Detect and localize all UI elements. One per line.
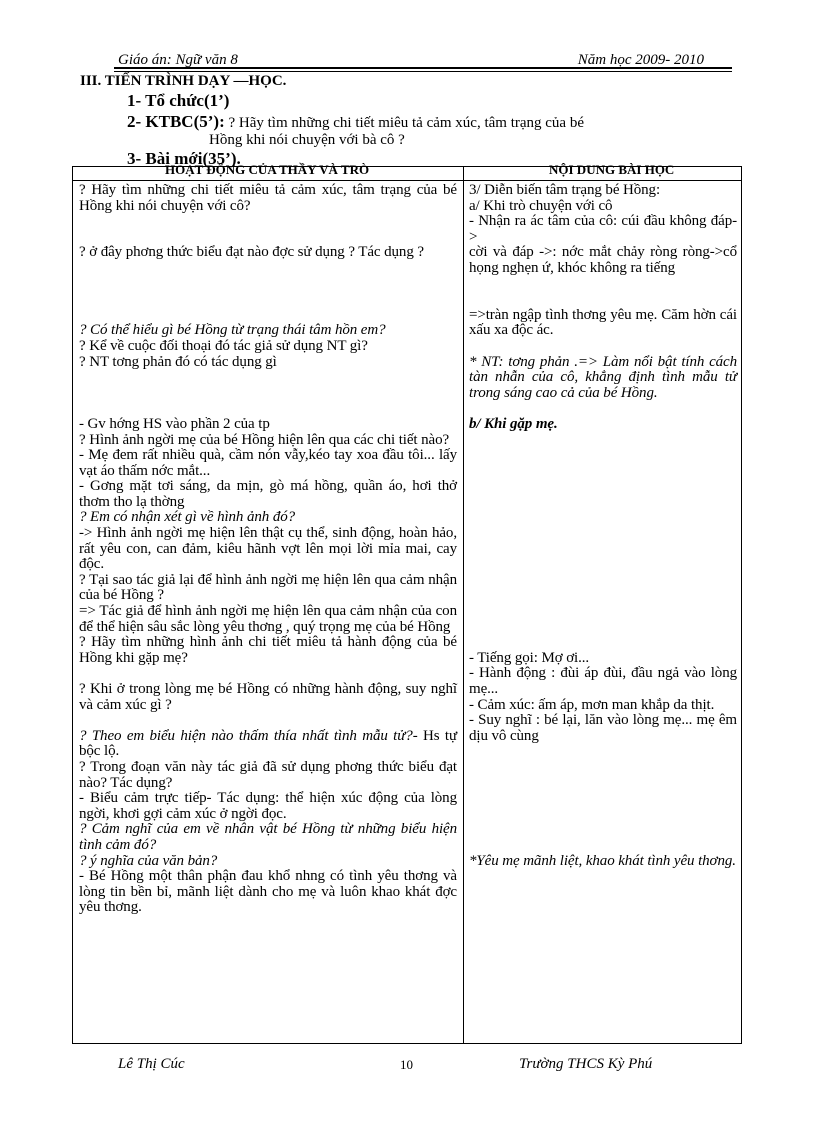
activity-text: ? Cảm nghĩ của em về nhân vật bé Hồng từ những biểu hiện tình cảm đó? [79,821,457,853]
activity-text: ? Hình ảnh ngời mẹ của bé Hồng hiện lên qua các chi tiết nào? [79,431,450,448]
content-text: =>tràn ngập tình thơng yêu mẹ. Căm hờn cái xấu xa độc ác. [469,306,737,339]
activity-text: ? Trong đoạn văn này tác giả đã sử dụng phơng thức biểu đạt nào? Tác dụng? [79,758,457,791]
footer-school: Trường THCS Kỳ Phú [519,1056,653,1072]
activity-text: ? Khi ở trong lòng mẹ bé Hồng có những hành động, suy nghĩ và cảm xúc gì ? [79,681,457,713]
activity-text: ? Hãy tìm những hình ảnh chi tiết miêu tả hành động của bé Hồng khi gặp mẹ? [79,634,457,666]
activity-text: - Gơng mặt tơi sáng, da mịn, gò má hồng, quần áo, hơi thở thơm tho lạ thờng [79,478,457,510]
item-bai-moi: 3- Bài mới(35’). [127,149,241,168]
activity-text: => Tác giả để hình ảnh ngời mẹ hiện lên qua cảm nhận của con để thể hiện sâu sắc lòng yêu thơng , quý trọng mẹ của bé Hồng [79,603,457,635]
item-to-chuc: 1- Tổ chức(1’) [127,91,230,110]
footer-author: Lê Thị Cúc [118,1056,185,1072]
column-divider [463,167,464,1043]
content-text: - Nhận ra ác tâm của cô: cúi đầu không đáp-> [469,213,737,245]
content-heading: b/ Khi gặp mẹ. [469,415,558,432]
content-text: 3/ Diễn biến tâm trạng bé Hồng: [469,182,661,198]
content-text: - Tiếng gọi: Mợ ơi... [469,649,590,666]
activity-text: -> Hình ảnh ngời mẹ hiện lên thật cụ thể, sinh động, hoàn hảo, rất yêu con, can đảm, kiêu hãnh vợt lên mọi lời mỉa mai, cay độc. [79,525,457,573]
header-divider [73,180,741,181]
activity-text: ? Có thể hiểu gì bé Hồng từ trạng thái tâm hồn em? [79,322,386,339]
activity-text: ? NT tơng phản đó có tác dụng gì [79,353,277,370]
content-text: - Hành động : đùi áp đùi, đầu ngả vào lòng mẹ... [469,665,737,697]
content-column [469,183,737,869]
page-header [114,52,732,68]
ktbc-question-2: Hồng khi nói chuyện với bà cô ? [209,132,405,148]
footer-page-number: 10 [400,1057,413,1072]
column-header-activities: HOẠT ĐỘNG CỦA THẦY VÀ TRÒ [165,162,370,177]
activity-text: ? Kể về cuộc đối thoại đó tác giả sử dụng NT gì? [79,337,368,354]
content-text: a/ Khi trò chuyện với cô [469,197,613,214]
activity-text: - Bé Hồng một thân phận đau khổ nhng có tình yêu thơng và lòng tin bền bỉ, mãnh liệt dành cho mẹ và luôn khao khát đợc yêu thơng. [79,868,457,916]
activity-answer: - Hs tự bộc lộ. [79,727,458,760]
content-text: - Suy nghĩ : bé lại, lăn vào lòng mẹ... mẹ êm dịu vô cùng [469,712,737,744]
activity-text: ? Em có nhận xét gì về hình ảnh đó? [79,509,296,526]
lesson-table [72,162,742,1044]
content-text: cời và đáp ->: nớc mắt chảy ròng ròng->cổ họng nghẹn ứ, khóc không ra tiếng [469,244,737,276]
column-header-content: NỘI DUNG BÀI HỌC [549,162,675,177]
header-subject: Giáo án: Ngữ văn 8 [118,52,238,68]
ktbc-question-1: ? Hãy tìm những chi tiết miêu tả cảm xúc, tâm trạng của bé [228,115,584,131]
content-text: - Cảm xúc: ấm áp, mơn man khắp da thịt. [469,696,715,713]
content-text: * NT: tơng phản .=> Làm nổi bật tính cách tàn nhẫn của cô, khẳng định tình mẫu tử trong sáng cao cả của bé Hồng. [469,353,737,401]
activity-text: - Mẹ đem rất nhiều quà, cầm nón vẫy,kéo tay xoa đầu tôi... lấy vạt áo thấm nớc mắt... [79,447,457,479]
activity-text: ? Hãy tìm những chi tiết miêu tả cảm xúc, tâm trạng của bé Hồng khi nói chuyện với cô? [79,182,457,214]
activity-text: - Gv hớng HS vào phần 2 của tp [79,415,270,432]
content-text: *Yêu mẹ mãnh liệt, khao khát tình yêu thơng. [469,852,736,869]
section-title: III. TIẾN TRÌNH DẠY —HỌC. [80,73,287,89]
header-rule [114,67,732,69]
activity-text: ? Tại sao tác giả lại để hình ảnh ngời mẹ hiện lên qua cảm nhận của bé Hồng ? [79,571,457,604]
activity-text: ? ở đây phơng thức biểu đạt nào đợc sử dụng ? Tác dụng ? [79,244,424,261]
activities-column [79,183,457,916]
activity-question: ? Theo em biểu hiện nào thấm thía nhất tình mẫu tử? [79,727,413,744]
activity-text [79,729,457,760]
header-school-year: Năm học 2009- 2010 [577,52,704,68]
activity-text: ? ý nghĩa của văn bản? [79,852,218,869]
activity-text: - Biểu cảm trực tiếp- Tác dụng: thể hiện xúc động của lòng ngời, khơi gợi cảm xúc ở ngời đọc. [79,790,457,822]
item-ktbc [127,113,727,149]
header-rule-thin [114,71,732,72]
ktbc-label: 2- KTBC(5’): [127,112,225,131]
